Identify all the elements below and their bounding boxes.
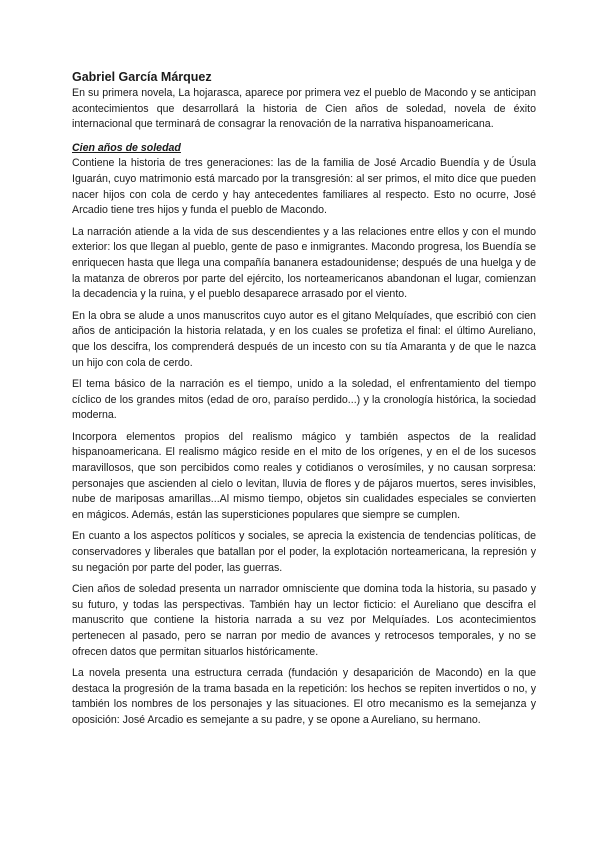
intro-paragraph: En su primera novela, La hojarasca, aparece por primera vez el pueblo de Macondo y se anticipan acontecimientos que desarrollará la historia de Cien años de soledad, novela de éxito internacional que terminará de consagrar la renovación de la narrativa hispanoamericana. xyxy=(72,87,536,131)
body-paragraph: Contiene la historia de tres generaciones: las de la familia de José Arcadio Buendía y de Úsula Iguarán, cuyo matrimonio está marcado por la transgresión: al ser primos, el mito dice que pueden nacer hijos con cola de cerdo y hay antecedentes familiares al respecto. Esto no ocurre, José Arcadio tiene tres hijos y funda el pueblo de Macondo. xyxy=(72,157,536,217)
body-paragraph: En cuanto a los aspectos políticos y sociales, se aprecia la existencia de tendencias políticas, de conservadores y liberales que batallan por el poder, la explotación norteamericana, la represión y su negación por parte del poder, las guerras. xyxy=(72,530,536,574)
body-paragraph: El tema básico de la narración es el tiempo, unido a la soledad, el enfrentamiento del tiempo cíclico de los grandes mitos (edad de oro, paraíso perdido...) y la cronología histórica, la sociedad moderna. xyxy=(72,378,536,422)
body-paragraph: En la obra se alude a unos manuscritos cuyo autor es el gitano Melquíades, que escribió con cien años de anticipación la historia relatada, y en los cuales se profetiza el final: el último Aureliano, que los descifra, los comprenderá después de un incesto con su tía Amaranta y de que le nazca un hijo con cola de cerdo. xyxy=(72,309,536,369)
body-paragraph: Cien años de soledad presenta un narrador omnisciente que domina toda la historia, su pasado y su futuro, y todas las perspectivas. También hay un lector ficticio: el Aureliano que descifra el manuscrito que contiene la historia narrada a su vez por Melquíades. Los acontecimientos pertenecen al pasado, pero se narran por medio de avances y retrocesos temporales, y no se ofrecen datos que permitan situarlos históricamente. xyxy=(72,583,536,658)
body-paragraph: La novela presenta una estructura cerrada (fundación y desaparición de Macondo) en la que destaca la progresión de la trama basada en la repetición: los hechos se repiten invertidos o no, y también los nombres de los personajes y las situaciones. El otro mecanismo es la semejanza y oposición: José Arcadio es semejante a su padre, y se opone a Aureliano, su hermano. xyxy=(72,667,536,726)
author-heading: Gabriel García Márquez xyxy=(72,70,212,84)
document-page xyxy=(72,69,536,735)
body-paragraph: La narración atiende a la vida de sus descendientes y a las relaciones entre ellos y con el mundo exterior: los que llegan al pueblo, gente de paso e inmigrantes. Macondo progresa, los Buendía se enriquecen hasta que llega una compañía bananera estadounidense; después de una huelga y de la matanza de obreros por parte del ejército, los norteamericanos abandonan el lugar, comienzan la decadencia y la ruina, y el pueblo desaparece arrasado por el viento. xyxy=(72,225,536,301)
body-paragraph: Incorpora elementos propios del realismo mágico y también aspectos de la realidad hispanoamericana. El realismo mágico reside en el mito de los orígenes, y en el de los sucesos maravillosos, que son percibidos como reales y cotidianos o verosímiles, y no causan sorpresa: personajes que ascienden al cielo o levitan, lluvia de flores y de pájaros muertos, seres invisibles, nube de mariposas amarillas...Al mismo tiempo, objetos sin cualidades especiales se convierten en mágicos. Además, están las supersticiones populares que siempre se cumplen. xyxy=(72,430,536,521)
section-title: Cien años de soledad xyxy=(72,141,181,154)
